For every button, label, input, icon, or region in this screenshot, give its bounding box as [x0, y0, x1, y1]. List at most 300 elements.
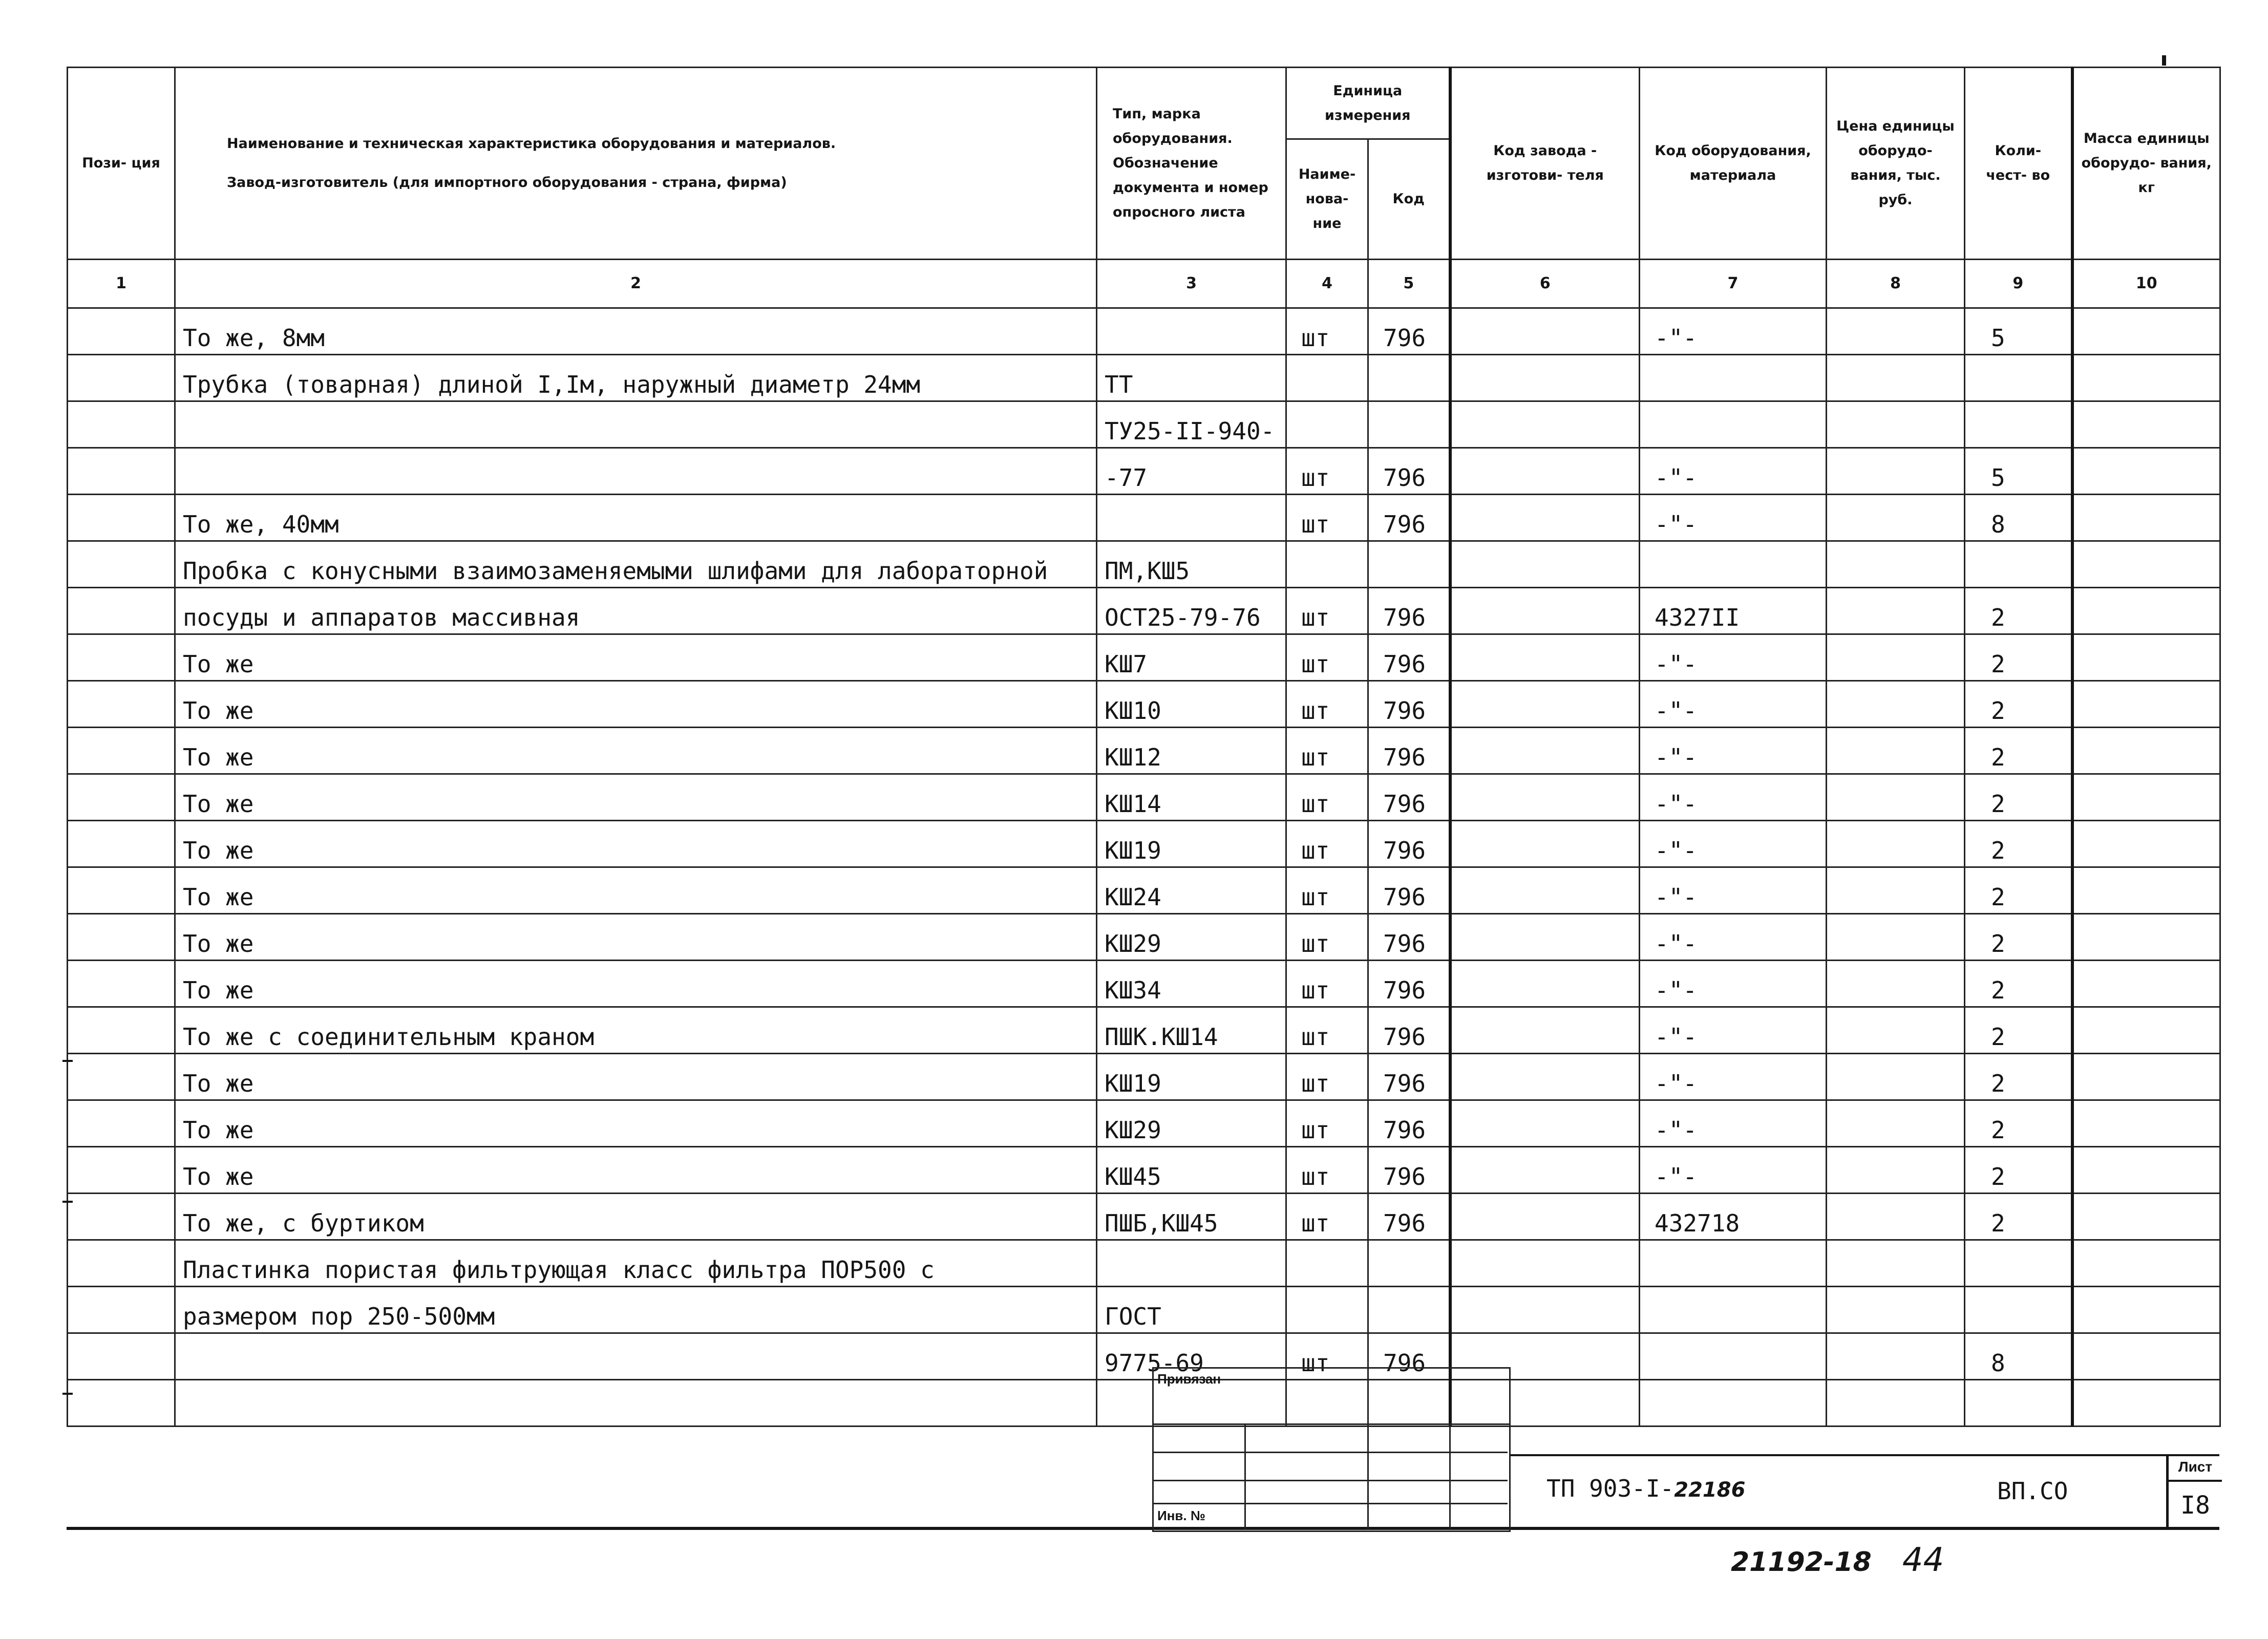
- colnum-1: 1: [68, 260, 175, 308]
- cell-code: [1368, 355, 1450, 401]
- cell-mat: -"-: [1640, 1147, 1827, 1194]
- cell-mat: [1640, 1333, 1827, 1380]
- cell-qty: 2: [1965, 914, 2072, 961]
- cell-qty: 5: [1965, 448, 2072, 495]
- header-price: Цена единицы оборудо- вания, тыс. руб.: [1827, 68, 1965, 260]
- header-unit-name: Наиме- нова- ние: [1286, 139, 1368, 260]
- cell-unit: шт: [1286, 961, 1368, 1007]
- cell-factory: [1450, 681, 1640, 728]
- cell-type: КШ45: [1097, 1147, 1286, 1194]
- cell-code: 796: [1368, 961, 1450, 1007]
- margin-tick: [62, 1201, 73, 1203]
- cell-mass: [2072, 728, 2220, 774]
- cell-factory: [1450, 1100, 1640, 1147]
- cell-pos: [68, 774, 175, 821]
- table-row: [68, 1380, 2220, 1427]
- cell-mass: [2072, 774, 2220, 821]
- cell-type: [1097, 1240, 1286, 1287]
- cell-name: Трубка (товарная) длиной I,Iм, наружный диаметр 24мм: [175, 355, 1097, 401]
- cell-qty: 2: [1965, 1100, 2072, 1147]
- cell-type: [1097, 495, 1286, 541]
- stamp-divider: [1244, 1423, 1246, 1529]
- cell-unit: [1286, 355, 1368, 401]
- margin-tick: [62, 1393, 73, 1395]
- table-row: [68, 588, 2220, 634]
- table-row: [68, 448, 2220, 495]
- colnum-6: 6: [1450, 260, 1640, 308]
- cell-mat: -"-: [1640, 961, 1827, 1007]
- cell-mass: [2072, 1194, 2220, 1240]
- stamp-divider: [1152, 1480, 1508, 1481]
- cell-unit: шт: [1286, 821, 1368, 867]
- cell-unit: шт: [1286, 728, 1368, 774]
- cell-code: 796: [1368, 728, 1450, 774]
- cell-price: [1827, 914, 1965, 961]
- cell-unit: шт: [1286, 588, 1368, 634]
- table-body: [68, 308, 2220, 1427]
- cell-mass: [2072, 1333, 2220, 1380]
- cell-type: [1097, 308, 1286, 355]
- archive-number-value: 21192-18: [1731, 1547, 1872, 1578]
- cell-name: То же: [175, 681, 1097, 728]
- cell-factory: [1450, 1147, 1640, 1194]
- cell-pos: [68, 1054, 175, 1100]
- cell-mat: -"-: [1640, 1054, 1827, 1100]
- colnum-10: 10: [2072, 260, 2220, 308]
- cell-name: То же, 8мм: [175, 308, 1097, 355]
- cell-pos: [68, 1194, 175, 1240]
- colnum-8: 8: [1827, 260, 1965, 308]
- table-row: [68, 401, 2220, 448]
- approval-stamp: [1152, 1367, 1511, 1529]
- cell-price: [1827, 1100, 1965, 1147]
- cell-name: [175, 1333, 1097, 1380]
- cell-qty: 2: [1965, 867, 2072, 914]
- header-unit-group: Единица измерения: [1286, 68, 1450, 139]
- cell-pos: [68, 1147, 175, 1194]
- cell-price: [1827, 634, 1965, 681]
- cell-mat: -"-: [1640, 308, 1827, 355]
- cell-mass: [2072, 1100, 2220, 1147]
- cell-qty: 2: [1965, 1147, 2072, 1194]
- cell-code: 796: [1368, 1054, 1450, 1100]
- colnum-2: 2: [175, 260, 1097, 308]
- cell-qty: 8: [1965, 495, 2072, 541]
- cell-price: [1827, 1007, 1965, 1054]
- cell-mat: -"-: [1640, 634, 1827, 681]
- cell-mass: [2072, 308, 2220, 355]
- cell-factory: [1450, 867, 1640, 914]
- cell-code: [1368, 401, 1450, 448]
- cell-name: Пластинка пористая фильтрующая класс фильтра ПОР500 с: [175, 1240, 1097, 1287]
- cell-code: 796: [1368, 681, 1450, 728]
- cell-type: -77: [1097, 448, 1286, 495]
- cell-factory: [1450, 914, 1640, 961]
- cell-type: ПШБ,КШ45: [1097, 1194, 1286, 1240]
- cell-factory: [1450, 1007, 1640, 1054]
- cell-unit: [1286, 401, 1368, 448]
- cell-code: 796: [1368, 448, 1450, 495]
- album-code: ВП.СО: [1997, 1477, 2068, 1505]
- cell-type: КШ12: [1097, 728, 1286, 774]
- table-row: [68, 634, 2220, 681]
- cell-mat: [1640, 1240, 1827, 1287]
- cell-unit: шт: [1286, 867, 1368, 914]
- header-quantity: Коли- чест- во: [1965, 68, 2072, 260]
- cell-type: КШ10: [1097, 681, 1286, 728]
- cell-pos: [68, 355, 175, 401]
- cell-mass: [2072, 867, 2220, 914]
- cell-unit: шт: [1286, 681, 1368, 728]
- header-name-line1: Наименование и техническая характеристика оборудования и материалов.: [227, 136, 836, 152]
- sheet-number: I8: [2180, 1491, 2210, 1520]
- cell-mat: -"-: [1640, 774, 1827, 821]
- cell-type: ТТ: [1097, 355, 1286, 401]
- table-row: [68, 914, 2220, 961]
- cell-mass: [2072, 401, 2220, 448]
- cell-type: 9775-69: [1097, 1333, 1286, 1380]
- cell-qty: 2: [1965, 588, 2072, 634]
- stamp-divider: [1367, 1423, 1369, 1529]
- cell-mat: 4327II: [1640, 588, 1827, 634]
- cell-type: КШ24: [1097, 867, 1286, 914]
- cell-price: [1827, 1287, 1965, 1333]
- cell-pos: [68, 308, 175, 355]
- table-row: [68, 681, 2220, 728]
- cell-qty: [1965, 1240, 2072, 1287]
- cell-qty: 2: [1965, 821, 2072, 867]
- cell-mat: -"-: [1640, 495, 1827, 541]
- cell-factory: [1450, 728, 1640, 774]
- cell-price: [1827, 1240, 1965, 1287]
- cell-price: [1827, 1333, 1965, 1380]
- header-factory-code: Код завода - изготови- теля: [1450, 68, 1640, 260]
- colnum-4: 4: [1286, 260, 1368, 308]
- cell-price: [1827, 1194, 1965, 1240]
- table-row: [68, 355, 2220, 401]
- cell-pos: [68, 1333, 175, 1380]
- cell-unit: шт: [1286, 634, 1368, 681]
- cell-mass: [2072, 1147, 2220, 1194]
- cell-qty: [1965, 1380, 2072, 1427]
- cell-price: [1827, 495, 1965, 541]
- header-unit-code: Код: [1368, 139, 1450, 260]
- cell-name: Пробка с конусными взаимозаменяемыми шлифами для лабораторной: [175, 541, 1097, 588]
- cell-factory: [1450, 1240, 1640, 1287]
- cell-code: 796: [1368, 1333, 1450, 1380]
- corner-mark: [2162, 55, 2166, 66]
- cell-mass: [2072, 1240, 2220, 1287]
- cell-mass: [2072, 495, 2220, 541]
- table-row: [68, 774, 2220, 821]
- cell-price: [1827, 401, 1965, 448]
- cell-mass: [2072, 1054, 2220, 1100]
- cell-type: КШ34: [1097, 961, 1286, 1007]
- cell-unit: шт: [1286, 774, 1368, 821]
- cell-factory: [1450, 1194, 1640, 1240]
- cell-code: 796: [1368, 634, 1450, 681]
- cell-mass: [2072, 588, 2220, 634]
- cell-type: ОСТ25-79-76: [1097, 588, 1286, 634]
- cell-factory: [1450, 1054, 1640, 1100]
- stamp-divider: [1449, 1423, 1451, 1529]
- cell-code: 796: [1368, 1147, 1450, 1194]
- cell-name: [175, 448, 1097, 495]
- cell-factory: [1450, 448, 1640, 495]
- colnum-9: 9: [1965, 260, 2072, 308]
- cell-price: [1827, 1380, 1965, 1427]
- cell-mat: [1640, 401, 1827, 448]
- cell-pos: [68, 1100, 175, 1147]
- cell-price: [1827, 541, 1965, 588]
- cell-mat: -"-: [1640, 1100, 1827, 1147]
- cell-code: 796: [1368, 308, 1450, 355]
- cell-unit: шт: [1286, 914, 1368, 961]
- header-name-line2: Завод-изготовитель (для импортного оборудования - страна, фирма): [227, 175, 787, 190]
- cell-pos: [68, 914, 175, 961]
- sheet-number-box: [2166, 1454, 2222, 1528]
- cell-code: [1368, 1240, 1450, 1287]
- handwritten-number: 44: [1902, 1541, 1944, 1579]
- stamp-divider: [1152, 1452, 1508, 1453]
- table-row: [68, 867, 2220, 914]
- cell-mass: [2072, 1380, 2220, 1427]
- stamp-inventory-label: Инв. №: [1157, 1508, 1205, 1523]
- cell-pos: [68, 1240, 175, 1287]
- cell-price: [1827, 774, 1965, 821]
- cell-pos: [68, 961, 175, 1007]
- table-row: [68, 495, 2220, 541]
- cell-name: То же: [175, 1147, 1097, 1194]
- cell-qty: 2: [1965, 774, 2072, 821]
- table-row: [68, 541, 2220, 588]
- cell-code: 796: [1368, 588, 1450, 634]
- cell-pos: [68, 821, 175, 867]
- cell-name: То же: [175, 961, 1097, 1007]
- cell-code: 796: [1368, 1194, 1450, 1240]
- cell-type: КШ29: [1097, 914, 1286, 961]
- cell-mat: -"-: [1640, 867, 1827, 914]
- cell-pos: [68, 681, 175, 728]
- cell-mass: [2072, 821, 2220, 867]
- cell-price: [1827, 867, 1965, 914]
- cell-code: 796: [1368, 867, 1450, 914]
- cell-unit: шт: [1286, 1007, 1368, 1054]
- cell-qty: 2: [1965, 634, 2072, 681]
- cell-factory: [1450, 634, 1640, 681]
- cell-mat: 432718: [1640, 1194, 1827, 1240]
- cell-price: [1827, 821, 1965, 867]
- table-row: [68, 1054, 2220, 1100]
- header-type: Тип, марка оборудования. Обозначение документа и номер опросного листа: [1097, 68, 1286, 260]
- cell-name: [175, 1380, 1097, 1427]
- cell-type: ГОСТ: [1097, 1287, 1286, 1333]
- colnum-5: 5: [1368, 260, 1450, 308]
- cell-factory: [1450, 495, 1640, 541]
- cell-price: [1827, 588, 1965, 634]
- margin-tick: [62, 1060, 73, 1062]
- cell-type: КШ29: [1097, 1100, 1286, 1147]
- cell-name: посуды и аппаратов массивная: [175, 588, 1097, 634]
- cell-qty: 2: [1965, 1054, 2072, 1100]
- colnum-3: 3: [1097, 260, 1286, 308]
- cell-unit: шт: [1286, 1054, 1368, 1100]
- cell-price: [1827, 681, 1965, 728]
- header-name: [175, 68, 1097, 260]
- header-position: Пози- ция: [68, 68, 175, 260]
- table-row: [68, 1287, 2220, 1333]
- cell-mass: [2072, 914, 2220, 961]
- cell-qty: 5: [1965, 308, 2072, 355]
- cell-unit: шт: [1286, 448, 1368, 495]
- cell-pos: [68, 495, 175, 541]
- cell-mat: -"-: [1640, 448, 1827, 495]
- cell-type: КШ19: [1097, 821, 1286, 867]
- cell-code: [1368, 541, 1450, 588]
- cell-type: КШ14: [1097, 774, 1286, 821]
- table-row: [68, 961, 2220, 1007]
- cell-unit: [1286, 1240, 1368, 1287]
- cell-name: [175, 401, 1097, 448]
- cell-unit: шт: [1286, 1194, 1368, 1240]
- cell-mat: [1640, 1287, 1827, 1333]
- cell-pos: [68, 867, 175, 914]
- cell-unit: шт: [1286, 308, 1368, 355]
- cell-mass: [2072, 448, 2220, 495]
- specification-table: [67, 67, 2221, 1427]
- cell-pos: [68, 588, 175, 634]
- cell-qty: 8: [1965, 1333, 2072, 1380]
- cell-unit: [1286, 1287, 1368, 1333]
- cell-pos: [68, 1007, 175, 1054]
- cell-qty: 2: [1965, 961, 2072, 1007]
- cell-mat: -"-: [1640, 821, 1827, 867]
- cell-type: ПМ,КШ5: [1097, 541, 1286, 588]
- table-row: [68, 1100, 2220, 1147]
- cell-mat: [1640, 541, 1827, 588]
- cell-factory: [1450, 401, 1640, 448]
- header-material-code: Код оборудования, материала: [1640, 68, 1827, 260]
- cell-factory: [1450, 308, 1640, 355]
- cell-qty: 2: [1965, 681, 2072, 728]
- cell-mass: [2072, 1007, 2220, 1054]
- cell-mat: [1640, 355, 1827, 401]
- cell-mass: [2072, 1287, 2220, 1333]
- cell-qty: [1965, 1287, 2072, 1333]
- table-row: [68, 728, 2220, 774]
- cell-code: 796: [1368, 774, 1450, 821]
- table-row: [68, 821, 2220, 867]
- stamp-grid: [1152, 1423, 1511, 1532]
- cell-name: То же: [175, 774, 1097, 821]
- cell-name: То же: [175, 821, 1097, 867]
- table-row: [68, 1240, 2220, 1287]
- cell-factory: [1450, 821, 1640, 867]
- cell-unit: шт: [1286, 1147, 1368, 1194]
- cell-mat: -"-: [1640, 1007, 1827, 1054]
- cell-qty: [1965, 541, 2072, 588]
- cell-qty: 2: [1965, 1007, 2072, 1054]
- cell-name: То же, 40мм: [175, 495, 1097, 541]
- cell-name: размером пор 250-500мм: [175, 1287, 1097, 1333]
- cell-price: [1827, 308, 1965, 355]
- cell-unit: шт: [1286, 495, 1368, 541]
- cell-factory: [1450, 961, 1640, 1007]
- cell-pos: [68, 634, 175, 681]
- cell-name: То же: [175, 728, 1097, 774]
- cell-price: [1827, 448, 1965, 495]
- cell-mass: [2072, 681, 2220, 728]
- cell-name: То же: [175, 867, 1097, 914]
- cell-code: 796: [1368, 1007, 1450, 1054]
- table-row: [68, 1333, 2220, 1380]
- colnum-7: 7: [1640, 260, 1827, 308]
- cell-mat: -"-: [1640, 681, 1827, 728]
- cell-price: [1827, 1054, 1965, 1100]
- header-mass: Масса единицы оборудо- вания, кг: [2072, 68, 2220, 260]
- cell-pos: [68, 448, 175, 495]
- cell-unit: шт: [1286, 1100, 1368, 1147]
- cell-pos: [68, 1287, 175, 1333]
- cell-code: 796: [1368, 495, 1450, 541]
- table-row: [68, 308, 2220, 355]
- cell-name: То же с соединительным краном: [175, 1007, 1097, 1054]
- cell-qty: 2: [1965, 1194, 2072, 1240]
- document-code-printed: ТП 903-I-: [1546, 1475, 1674, 1502]
- cell-price: [1827, 1147, 1965, 1194]
- cell-factory: [1450, 588, 1640, 634]
- sheet-label: Лист: [2169, 1454, 2222, 1482]
- cell-mass: [2072, 541, 2220, 588]
- table-row: [68, 1007, 2220, 1054]
- stamp-divider: [1152, 1503, 1508, 1504]
- cell-name: То же: [175, 914, 1097, 961]
- cell-pos: [68, 541, 175, 588]
- cell-mass: [2072, 634, 2220, 681]
- stamp-linked-label: Привязан: [1157, 1371, 1221, 1387]
- cell-qty: [1965, 355, 2072, 401]
- cell-mass: [2072, 961, 2220, 1007]
- cell-qty: 2: [1965, 728, 2072, 774]
- cell-factory: [1450, 1287, 1640, 1333]
- cell-pos: [68, 728, 175, 774]
- cell-type: КШ7: [1097, 634, 1286, 681]
- cell-mass: [2072, 355, 2220, 401]
- cell-type: ТУ25-II-940-: [1097, 401, 1286, 448]
- cell-code: 796: [1368, 1100, 1450, 1147]
- document-code: [1546, 1475, 1745, 1502]
- cell-mat: -"-: [1640, 728, 1827, 774]
- cell-name: То же: [175, 1054, 1097, 1100]
- cell-price: [1827, 728, 1965, 774]
- table-row: [68, 1147, 2220, 1194]
- cell-price: [1827, 961, 1965, 1007]
- document-code-handwritten: 22186: [1674, 1478, 1746, 1502]
- cell-type: КШ19: [1097, 1054, 1286, 1100]
- cell-factory: [1450, 774, 1640, 821]
- cell-code: 796: [1368, 821, 1450, 867]
- cell-mat: -"-: [1640, 914, 1827, 961]
- cell-code: 796: [1368, 914, 1450, 961]
- table-row: [68, 1194, 2220, 1240]
- cell-price: [1827, 355, 1965, 401]
- cell-pos: [68, 401, 175, 448]
- cell-unit: [1286, 541, 1368, 588]
- cell-unit: шт: [1286, 1333, 1368, 1380]
- cell-code: [1368, 1287, 1450, 1333]
- cell-type: ПШК.КШ14: [1097, 1007, 1286, 1054]
- cell-qty: [1965, 401, 2072, 448]
